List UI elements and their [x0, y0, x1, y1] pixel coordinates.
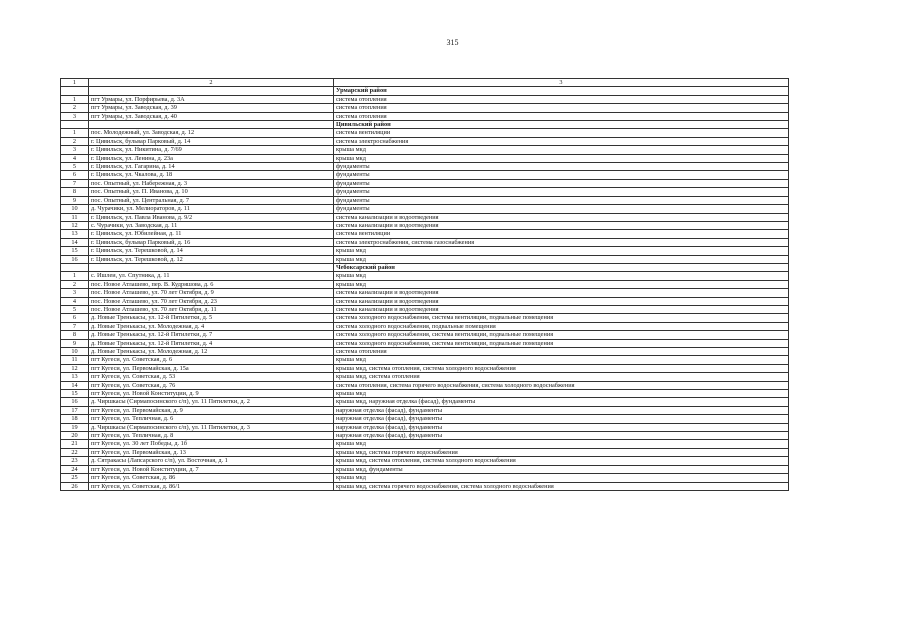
- row-number: 2: [61, 104, 89, 112]
- table-row: [61, 196, 789, 204]
- row-work-type: система канализации и водоотведения: [334, 213, 789, 221]
- row-work-type: система холодного водоснабжения, подвальные помещения: [334, 322, 789, 330]
- row-work-type: крыша мкд: [334, 255, 789, 263]
- table-row: [61, 230, 789, 238]
- district-row: [61, 87, 789, 95]
- row-address: г. Цивильск, ул. Чкалова, д. 18: [89, 171, 334, 179]
- table-row: [61, 171, 789, 179]
- table-row: [61, 238, 789, 246]
- row-work-type: фундаменты: [334, 171, 789, 179]
- row-work-type: система отопления: [334, 112, 789, 120]
- row-work-type: наружная отделка (фасад), фундаменты: [334, 406, 789, 414]
- row-address: пос. Новое Атлашево, ул. 70 лет Октября, д. 23: [89, 297, 334, 305]
- row-work-type: система холодного водоснабжения, система вентиляции, подвальные помещения: [334, 339, 789, 347]
- row-address: пгт Кугеси, ул. Советская, д. 53: [89, 373, 334, 381]
- row-work-type: крыша мкд: [334, 272, 789, 280]
- row-number: 3: [61, 146, 89, 154]
- row-work-type: система отопления: [334, 95, 789, 103]
- table-row: [61, 255, 789, 263]
- row-work-type: фундаменты: [334, 179, 789, 187]
- table-row: [61, 129, 789, 137]
- row-address: пгт Кугеси, ул. Первомайская, д. 9: [89, 406, 334, 414]
- row-work-type: фундаменты: [334, 196, 789, 204]
- row-work-type: крыша мкд: [334, 356, 789, 364]
- row-work-type: наружная отделка (фасад), фундаменты: [334, 432, 789, 440]
- table-body: [61, 79, 789, 491]
- row-number: 12: [61, 221, 89, 229]
- row-address: д. Чурачики, ул. Мелиораторов, д. 11: [89, 205, 334, 213]
- row-number: 14: [61, 238, 89, 246]
- table-row: [61, 137, 789, 145]
- row-work-type: крыша мкд, наружная отделка (фасад), фундаменты: [334, 398, 789, 406]
- row-address: пос. Опытный, ул. Набережная, д. 3: [89, 179, 334, 187]
- table-row: [61, 457, 789, 465]
- table-row: [61, 331, 789, 339]
- row-number: 15: [61, 390, 89, 398]
- row-number: 26: [61, 482, 89, 490]
- row-address: д. Новые Тренькасы, ул. 12-й Пятилетки, д. 4: [89, 339, 334, 347]
- table-row: [61, 112, 789, 120]
- row-number: 11: [61, 356, 89, 364]
- row-number: 18: [61, 415, 89, 423]
- row-number: 7: [61, 322, 89, 330]
- row-work-type: фундаменты: [334, 188, 789, 196]
- table-row: [61, 415, 789, 423]
- table-row: [61, 305, 789, 313]
- row-address: пгт Урмары, ул. Заводская, д. 40: [89, 112, 334, 120]
- row-number: 9: [61, 196, 89, 204]
- row-address: пгт Кугеси, ул. Новой Конституции, д. 7: [89, 465, 334, 473]
- table-row: [61, 297, 789, 305]
- row-number: 10: [61, 205, 89, 213]
- row-number: 3: [61, 289, 89, 297]
- column-header-address: 2: [89, 79, 334, 87]
- row-address: пгт Кугеси, ул. Советская, д. 86: [89, 474, 334, 482]
- table-row: [61, 381, 789, 389]
- row-work-type: система отопления, система горячего водоснабжения, система холодного водоснабжения: [334, 381, 789, 389]
- district-title: Цивильский район: [334, 121, 789, 129]
- row-address: д. Новые Тренькасы, ул. Молодежная, д. 12: [89, 348, 334, 356]
- row-number: 16: [61, 398, 89, 406]
- district-empty-cell: [89, 121, 334, 129]
- row-address: пгт Кугеси, ул. Советская, д. 76: [89, 381, 334, 389]
- table-row: [61, 465, 789, 473]
- table-row: [61, 280, 789, 288]
- row-work-type: система канализации и водоотведения: [334, 289, 789, 297]
- table-row: [61, 322, 789, 330]
- district-empty-cell: [89, 263, 334, 271]
- column-header-number: 1: [61, 79, 89, 87]
- row-work-type: система отопления: [334, 348, 789, 356]
- row-address: пос. Новое Атлашево, пер. В. Кудряшова, д. 6: [89, 280, 334, 288]
- repair-works-table: [60, 78, 789, 491]
- row-number: 8: [61, 188, 89, 196]
- row-address: д. Новые Тренькасы, ул. 12-й Пятилетки, д. 5: [89, 314, 334, 322]
- row-work-type: крыша мкд, фундаменты: [334, 465, 789, 473]
- row-work-type: система отопления: [334, 104, 789, 112]
- table-row: [61, 390, 789, 398]
- row-address: пгт Кугеси, ул. Первомайская, д. 13: [89, 448, 334, 456]
- row-number: 6: [61, 314, 89, 322]
- row-work-type: крыша мкд: [334, 146, 789, 154]
- table-row: [61, 104, 789, 112]
- table-row: [61, 95, 789, 103]
- table-row: [61, 188, 789, 196]
- row-address: с. Чурачики, ул. Заводская, д. 11: [89, 221, 334, 229]
- row-work-type: система канализации и водоотведения: [334, 305, 789, 313]
- row-number: 11: [61, 213, 89, 221]
- row-work-type: крыша мкд, система горячего водоснабжения, система холодного водоснабжения: [334, 482, 789, 490]
- row-number: 1: [61, 129, 89, 137]
- table-row: [61, 339, 789, 347]
- row-work-type: наружная отделка (фасад), фундаменты: [334, 423, 789, 431]
- table-row: [61, 247, 789, 255]
- district-empty-cell: [89, 87, 334, 95]
- row-address: пгт Кугеси, ул. Тепличная, д. 8: [89, 432, 334, 440]
- row-number: 3: [61, 112, 89, 120]
- table-row: [61, 205, 789, 213]
- district-empty-cell: [61, 263, 89, 271]
- table-row: [61, 432, 789, 440]
- row-address: г. Цивильск, бульвар Парковый, д. 14: [89, 137, 334, 145]
- row-address: пос. Молодежный, ул. Заводская, д. 12: [89, 129, 334, 137]
- row-address: пос. Опытный, ул. Центральная, д. 7: [89, 196, 334, 204]
- row-address: г. Цивильск, ул. Терешковой, д. 14: [89, 247, 334, 255]
- row-address: д. Новые Тренькасы, ул. 12-й Пятилетки, д. 7: [89, 331, 334, 339]
- table-row: [61, 314, 789, 322]
- table-header-row: [61, 79, 789, 87]
- row-work-type: система холодного водоснабжения, система вентиляции, подвальные помещения: [334, 331, 789, 339]
- row-work-type: крыша мкд: [334, 154, 789, 162]
- table-row: [61, 272, 789, 280]
- table-row: [61, 398, 789, 406]
- table-row: [61, 440, 789, 448]
- row-address: г. Цивильск, бульвар Парковый, д. 16: [89, 238, 334, 246]
- district-empty-cell: [61, 87, 89, 95]
- row-number: 6: [61, 171, 89, 179]
- row-address: пгт Кугеси, ул. Новой Конституции, д. 9: [89, 390, 334, 398]
- district-empty-cell: [61, 121, 89, 129]
- table-row: [61, 154, 789, 162]
- table-row: [61, 356, 789, 364]
- table-row: [61, 364, 789, 372]
- row-number: 4: [61, 154, 89, 162]
- row-number: 13: [61, 230, 89, 238]
- row-address: г. Цивильск, ул. Терешковой, д. 12: [89, 255, 334, 263]
- row-address: пгт Кугеси, ул. Тепличная, д. 6: [89, 415, 334, 423]
- row-work-type: система холодного водоснабжения, система вентиляции, подвальные помещения: [334, 314, 789, 322]
- row-address: пгт Урмары, ул. Порфирьева, д. 3А: [89, 95, 334, 103]
- district-title: Чебоксарский район: [334, 263, 789, 271]
- row-number: 9: [61, 339, 89, 347]
- row-number: 13: [61, 373, 89, 381]
- row-number: 23: [61, 457, 89, 465]
- row-address: пгт Кугеси, ул. Первомайская, д. 15а: [89, 364, 334, 372]
- row-number: 2: [61, 280, 89, 288]
- row-address: пгт Кугеси, ул. Советская, д. 6: [89, 356, 334, 364]
- column-header-work-type: 3: [334, 79, 789, 87]
- row-number: 8: [61, 331, 89, 339]
- table-row: [61, 163, 789, 171]
- row-address: д. Чиршкасы (Сирмапосинского с/п), ул. 11 Пятилетки, д. 3: [89, 423, 334, 431]
- row-work-type: крыша мкд: [334, 280, 789, 288]
- table-row: [61, 482, 789, 490]
- row-address: пос. Новое Атлашево, ул. 70 лет Октября, д. 9: [89, 289, 334, 297]
- row-number: 1: [61, 272, 89, 280]
- row-number: 25: [61, 474, 89, 482]
- row-address: д. Сятракасы (Лапсарского с/п), ул. Восточная, д. 1: [89, 457, 334, 465]
- row-work-type: система канализации и водоотведения: [334, 221, 789, 229]
- row-address: г. Цивильск, ул. Павла Иванова, д. 9/2: [89, 213, 334, 221]
- row-address: пгт Кугеси, ул. Советская, д. 86/1: [89, 482, 334, 490]
- row-number: 15: [61, 247, 89, 255]
- row-work-type: крыша мкд: [334, 440, 789, 448]
- row-work-type: система электроснабжения: [334, 137, 789, 145]
- row-address: д. Чиршкасы (Сирмапосинского с/п), ул. 11 Пятилетки, д. 2: [89, 398, 334, 406]
- row-work-type: наружная отделка (фасад), фундаменты: [334, 415, 789, 423]
- row-work-type: крыша мкд, система отопления, система холодного водоснабжения: [334, 364, 789, 372]
- row-number: 1: [61, 95, 89, 103]
- row-work-type: крыша мкд, система горячего водоснабжения: [334, 448, 789, 456]
- table-row: [61, 179, 789, 187]
- row-number: 14: [61, 381, 89, 389]
- table-row: [61, 146, 789, 154]
- row-work-type: система электроснабжения, система газоснабжения: [334, 238, 789, 246]
- table-row: [61, 373, 789, 381]
- row-number: 19: [61, 423, 89, 431]
- row-number: 20: [61, 432, 89, 440]
- row-number: 22: [61, 448, 89, 456]
- row-address: пос. Опытный, ул. П. Иванова, д. 10: [89, 188, 334, 196]
- row-number: 10: [61, 348, 89, 356]
- row-address: пос. Новое Атлашево, ул. 70 лет Октября, д. 11: [89, 305, 334, 313]
- row-work-type: крыша мкд: [334, 247, 789, 255]
- row-address: пгт Кугеси, ул. 30 лет Победы, д. 1б: [89, 440, 334, 448]
- row-work-type: крыша мкд: [334, 390, 789, 398]
- table-row: [61, 474, 789, 482]
- row-number: 12: [61, 364, 89, 372]
- table-row: [61, 406, 789, 414]
- row-address: пгт Урмары, ул. Заводская, д. 39: [89, 104, 334, 112]
- row-address: г. Цивильск, ул. Ленина, д. 23а: [89, 154, 334, 162]
- row-address: г. Цивильск, ул. Никитина, д. 7/69: [89, 146, 334, 154]
- row-work-type: крыша мкд: [334, 474, 789, 482]
- table-row: [61, 423, 789, 431]
- row-work-type: фундаменты: [334, 205, 789, 213]
- table-row: [61, 221, 789, 229]
- row-address: г. Цивильск, ул. Юбилейная, д. 11: [89, 230, 334, 238]
- district-title: Урмарский район: [334, 87, 789, 95]
- table-row: [61, 213, 789, 221]
- row-address: д. Новые Тренькасы, ул. Молодежная, д. 4: [89, 322, 334, 330]
- row-number: 21: [61, 440, 89, 448]
- row-work-type: крыша мкд, система отопления: [334, 373, 789, 381]
- row-work-type: система канализации и водоотведения: [334, 297, 789, 305]
- district-row: [61, 121, 789, 129]
- district-row: [61, 263, 789, 271]
- row-number: 7: [61, 179, 89, 187]
- row-number: 16: [61, 255, 89, 263]
- row-number: 24: [61, 465, 89, 473]
- row-number: 5: [61, 163, 89, 171]
- row-work-type: крыша мкд, система отопления, система холодного водоснабжения: [334, 457, 789, 465]
- table-row: [61, 448, 789, 456]
- row-address: г. Цивильск, ул. Гагарина, д. 14: [89, 163, 334, 171]
- row-number: 5: [61, 305, 89, 313]
- row-number: 17: [61, 406, 89, 414]
- row-work-type: система вентиляции: [334, 230, 789, 238]
- row-work-type: система вентиляции: [334, 129, 789, 137]
- table-row: [61, 348, 789, 356]
- page-number: 315: [446, 38, 459, 47]
- table-row: [61, 289, 789, 297]
- row-number: 2: [61, 137, 89, 145]
- row-number: 4: [61, 297, 89, 305]
- row-address: с. Ишлеи, ул. Спутника, д. 11: [89, 272, 334, 280]
- row-work-type: фундаменты: [334, 163, 789, 171]
